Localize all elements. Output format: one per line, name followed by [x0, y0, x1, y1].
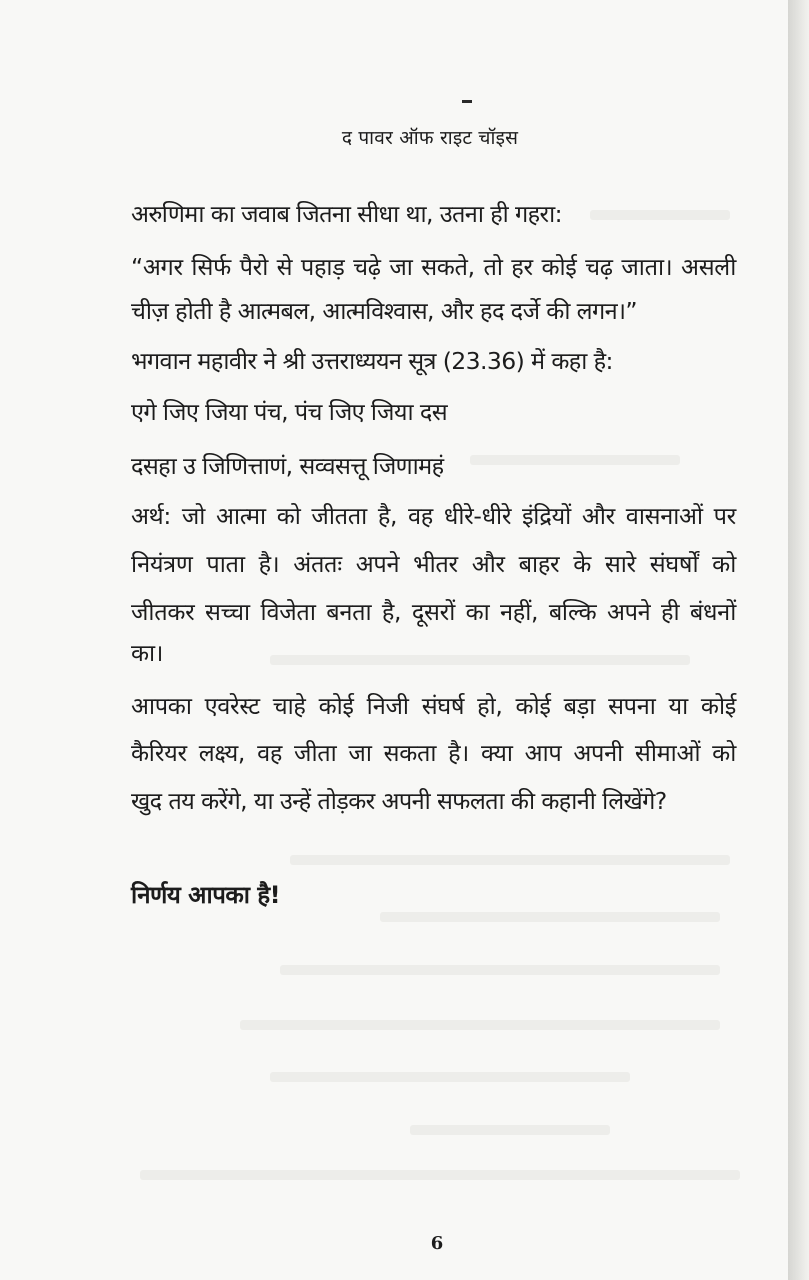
verse-line: एगे जिए जिया पंच, पंच जिए जिया दस [131, 398, 448, 426]
page-number: 6 [430, 1233, 444, 1254]
bleed-through-mark [270, 655, 690, 665]
bleed-through-mark [280, 965, 720, 975]
running-header: द पावर ऑफ राइट चॉइस [341, 127, 519, 149]
paragraph-line: आपका एवरेस्ट चाहे कोई निजी संघर्ष हो, कोई बड़ा सपना या कोई [131, 692, 736, 720]
header-dash [462, 100, 472, 103]
meaning-line: अर्थ: जो आत्मा को जीतता है, वह धीरे-धीरे इंद्रियों और वासनाओं पर [131, 502, 736, 530]
paragraph-line: कैरियर लक्ष्य, वह जीता जा सकता है। क्या आप अपनी सीमाओं को [131, 739, 736, 767]
verse-line: दसहा उ जिणित्ताणं, सव्वसत्तू जिणामहं [131, 452, 444, 480]
bleed-through-mark [470, 455, 680, 465]
bleed-through-mark [590, 210, 730, 220]
meaning-line: जीतकर सच्चा विजेता बनता है, दूसरों का नहीं, बल्कि अपने ही बंधनों [131, 598, 736, 626]
meaning-line: का। [131, 639, 163, 667]
bleed-through-mark [240, 1020, 720, 1030]
bleed-through-mark [270, 1072, 630, 1082]
meaning-line: नियंत्रण पाता है। अंततः अपने भीतर और बाहर के सारे संघर्षों को [131, 550, 736, 578]
bleed-through-mark [290, 855, 730, 865]
page-edge-shadow [788, 0, 809, 1280]
paragraph-line: अरुणिमा का जवाब जितना सीधा था, उतना ही गहरा: [131, 200, 562, 228]
paragraph-line: भगवान महावीर ने श्री उत्तराध्ययन सूत्र (23.36) में कहा है: [131, 347, 613, 375]
bleed-through-mark [380, 912, 720, 922]
quote-line: चीज़ होती है आत्मबल, आत्मविश्वास, और हद दर्जे की लगन।” [131, 297, 637, 325]
quote-line: “अगर सिर्फ पैरो से पहाड़ चढ़े जा सकते, तो हर कोई चढ़ जाता। असली [131, 253, 736, 281]
paragraph-line: खुद तय करेंगे, या उन्हें तोड़कर अपनी सफलता की कहानी लिखेंगे? [131, 787, 667, 815]
bleed-through-mark [140, 1170, 740, 1180]
bleed-through-mark [410, 1125, 610, 1135]
closing-statement: निर्णय आपका है! [131, 881, 281, 909]
